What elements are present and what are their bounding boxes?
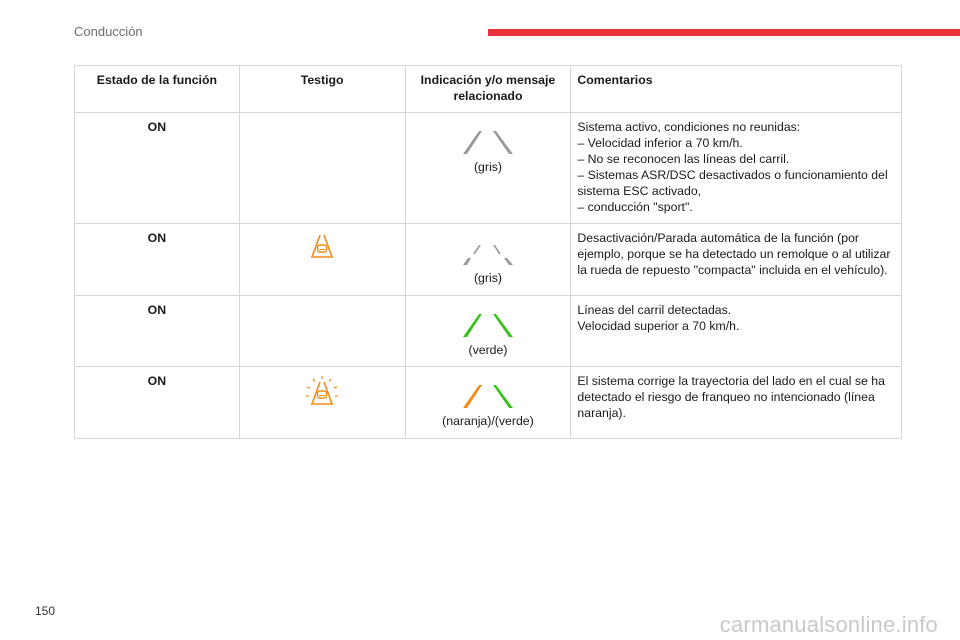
telltale-cell-empty xyxy=(239,113,405,224)
indication-cell xyxy=(405,224,571,296)
telltale-cell xyxy=(239,367,405,439)
header-state: Estado de la función xyxy=(75,66,240,113)
table-row xyxy=(75,224,902,296)
indication-caption: (naranja)/(verde) xyxy=(442,414,534,428)
indication-cell xyxy=(405,113,571,224)
lane-keep-active-icon xyxy=(305,375,339,409)
header-indication: Indicación y/o mensaje relacionado xyxy=(405,66,571,113)
section-accent-bar xyxy=(488,29,960,36)
lane-lines-orange-green-icon xyxy=(453,383,523,409)
telltale-cell xyxy=(239,224,405,296)
indication-cell xyxy=(405,367,571,439)
table-row xyxy=(75,113,902,224)
comment-line: Sistema activo, condiciones no reunidas: xyxy=(577,120,801,134)
table-header-row xyxy=(75,66,902,113)
header-comments: Comentarios xyxy=(571,66,902,113)
page-number: 150 xyxy=(35,604,56,618)
comment-line: – Velocidad inferior a 70 km/h. xyxy=(577,136,743,150)
indication-caption: (gris) xyxy=(473,160,502,174)
state-cell: ON xyxy=(75,367,240,439)
indication-caption: (verde) xyxy=(468,343,508,357)
comment-cell xyxy=(571,113,902,224)
watermark: carmanualsonline.info xyxy=(719,612,938,637)
comment-line: – Sistemas ASR/DSC desactivados o funcionamiento del sistema ESC activado, xyxy=(577,168,888,198)
state-cell: ON xyxy=(75,224,240,296)
lane-lines-icon xyxy=(453,129,523,155)
function-status-table xyxy=(74,65,902,439)
comment-line: El sistema corrige la trayectoria del lado en el cual se ha detectado el riesgo de franqueo no intencionado (línea naranja). xyxy=(577,374,885,420)
table-row xyxy=(75,367,902,439)
comment-cell xyxy=(571,367,902,439)
comment-line: Líneas del carril detectadas. xyxy=(577,303,732,317)
comment-line: – conducción "sport". xyxy=(577,200,693,214)
state-cell: ON xyxy=(75,113,240,224)
section-title: Conducción xyxy=(74,24,143,39)
indication-cell xyxy=(405,296,571,367)
table-row xyxy=(75,296,902,367)
indication-caption: (gris) xyxy=(473,271,502,285)
comment-line: Velocidad superior a 70 km/h. xyxy=(577,319,740,333)
lane-lines-green-icon xyxy=(453,312,523,338)
telltale-cell-empty xyxy=(239,296,405,367)
comment-cell xyxy=(571,296,902,367)
lane-lines-dashed-icon xyxy=(453,240,523,266)
header-telltale: Testigo xyxy=(239,66,405,113)
comment-line: Desactivación/Parada automática de la función (por ejemplo, porque se ha detectado un remolque o al utilizar la rueda de repuesto "compacta" incluida en el vehículo). xyxy=(577,231,891,277)
comment-line: – No se reconocen las líneas del carril. xyxy=(577,152,790,166)
lane-keep-warning-icon xyxy=(308,232,336,260)
state-cell: ON xyxy=(75,296,240,367)
comment-cell xyxy=(571,224,902,296)
